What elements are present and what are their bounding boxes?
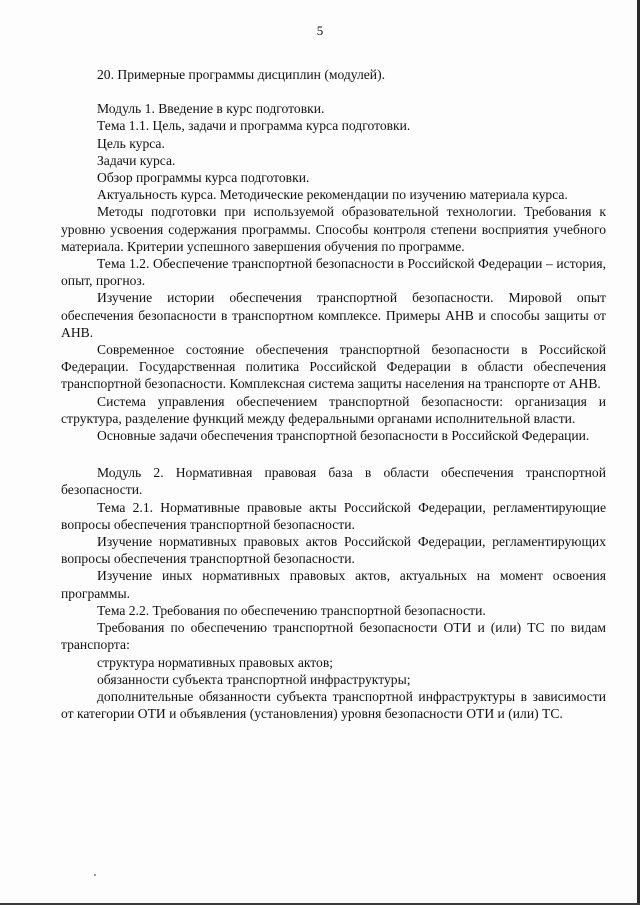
topic-1-2-paragraph: Изучение истории обеспечения транспортной безопасности. Мировой опыт обеспечения безопасности в транспортном комплексе. Примеры АНВ и способы защиты от АНВ. [61, 290, 606, 340]
topic-2-2-list-item: структура нормативных правовых актов; [97, 654, 334, 670]
scan-speck [94, 874, 96, 876]
topic-1-1-relevance: Актуальность курса. Методические рекомендации по изучению материала курса. [97, 187, 568, 203]
document-body [61, 66, 606, 722]
topic-1-1-line: Обзор программы курса подготовки. [97, 170, 310, 186]
topic-2-2-intro: Требования по обеспечению транспортной безопасности ОТИ и (или) ТС по видам транспорта: [61, 620, 606, 653]
module-1-title: Модуль 1. Введение в курс подготовки. [97, 101, 325, 117]
topic-1-2-paragraph: Основные задачи обеспечения транспортной безопасности в Российской Федерации. [97, 428, 590, 444]
topic-1-2-paragraph: Система управления обеспечением транспортной безопасности: организация и структура, разделение функций между федеральными органами исполнительной власти. [61, 393, 606, 426]
topic-2-1-paragraph: Изучение иных нормативных правовых актов, актуальных на момент освоения программы. [61, 568, 606, 601]
topic-1-2-title: Тема 1.2. Обеспечение транспортной безопасности в Российской Федерации – история, опыт, прогноз. [61, 256, 606, 289]
topic-2-2-list-item: обязанности субъекта транспортной инфраструктуры; [97, 671, 411, 687]
topic-1-1-line: Цель курса. [97, 135, 165, 151]
topic-1-2-paragraph: Современное состояние обеспечения транспортной безопасности в Российской Федерации. Государственная политика Российской Федерации в области обеспечения транспортной безопасности. Комплексная система защиты населения на транспорте от АНВ. [61, 342, 606, 392]
page-number: 5 [316, 23, 324, 38]
topic-1-1-line: Задачи курса. [97, 152, 176, 168]
topic-2-1-title: Тема 2.1. Нормативные правовые акты Российской Федерации, регламентирующие вопросы обеспечения транспортной безопасности. [61, 499, 606, 532]
topic-2-2-title: Тема 2.2. Требования по обеспечению транспортной безопасности. [97, 602, 486, 618]
topic-1-1-methods: Методы подготовки при используемой образовательной технологии. Требования к уровню усвоения содержания программы. Способы контроля степени восприятия учебного материала. Критерии успешного завершения обучения по программе. [61, 204, 606, 254]
topic-2-2-list-item: дополнительные обязанности субъекта транспортной инфраструктуры в зависимости от категории ОТИ и объявления (установления) уровня безопасности ОТИ и (или) ТС. [61, 688, 606, 722]
topic-1-1-title: Тема 1.1. Цель, задачи и программа курса подготовки. [97, 118, 411, 134]
topic-2-1-paragraph: Изучение нормативных правовых актов Российской Федерации, регламентирующих вопросы обеспечения транспортной безопасности. [61, 534, 606, 567]
section-heading: 20. Примерные программы дисциплин (модулей). [97, 67, 386, 82]
module-2-title: Модуль 2. Нормативная правовая база в области обеспечения транспортной безопасности. [61, 465, 606, 498]
